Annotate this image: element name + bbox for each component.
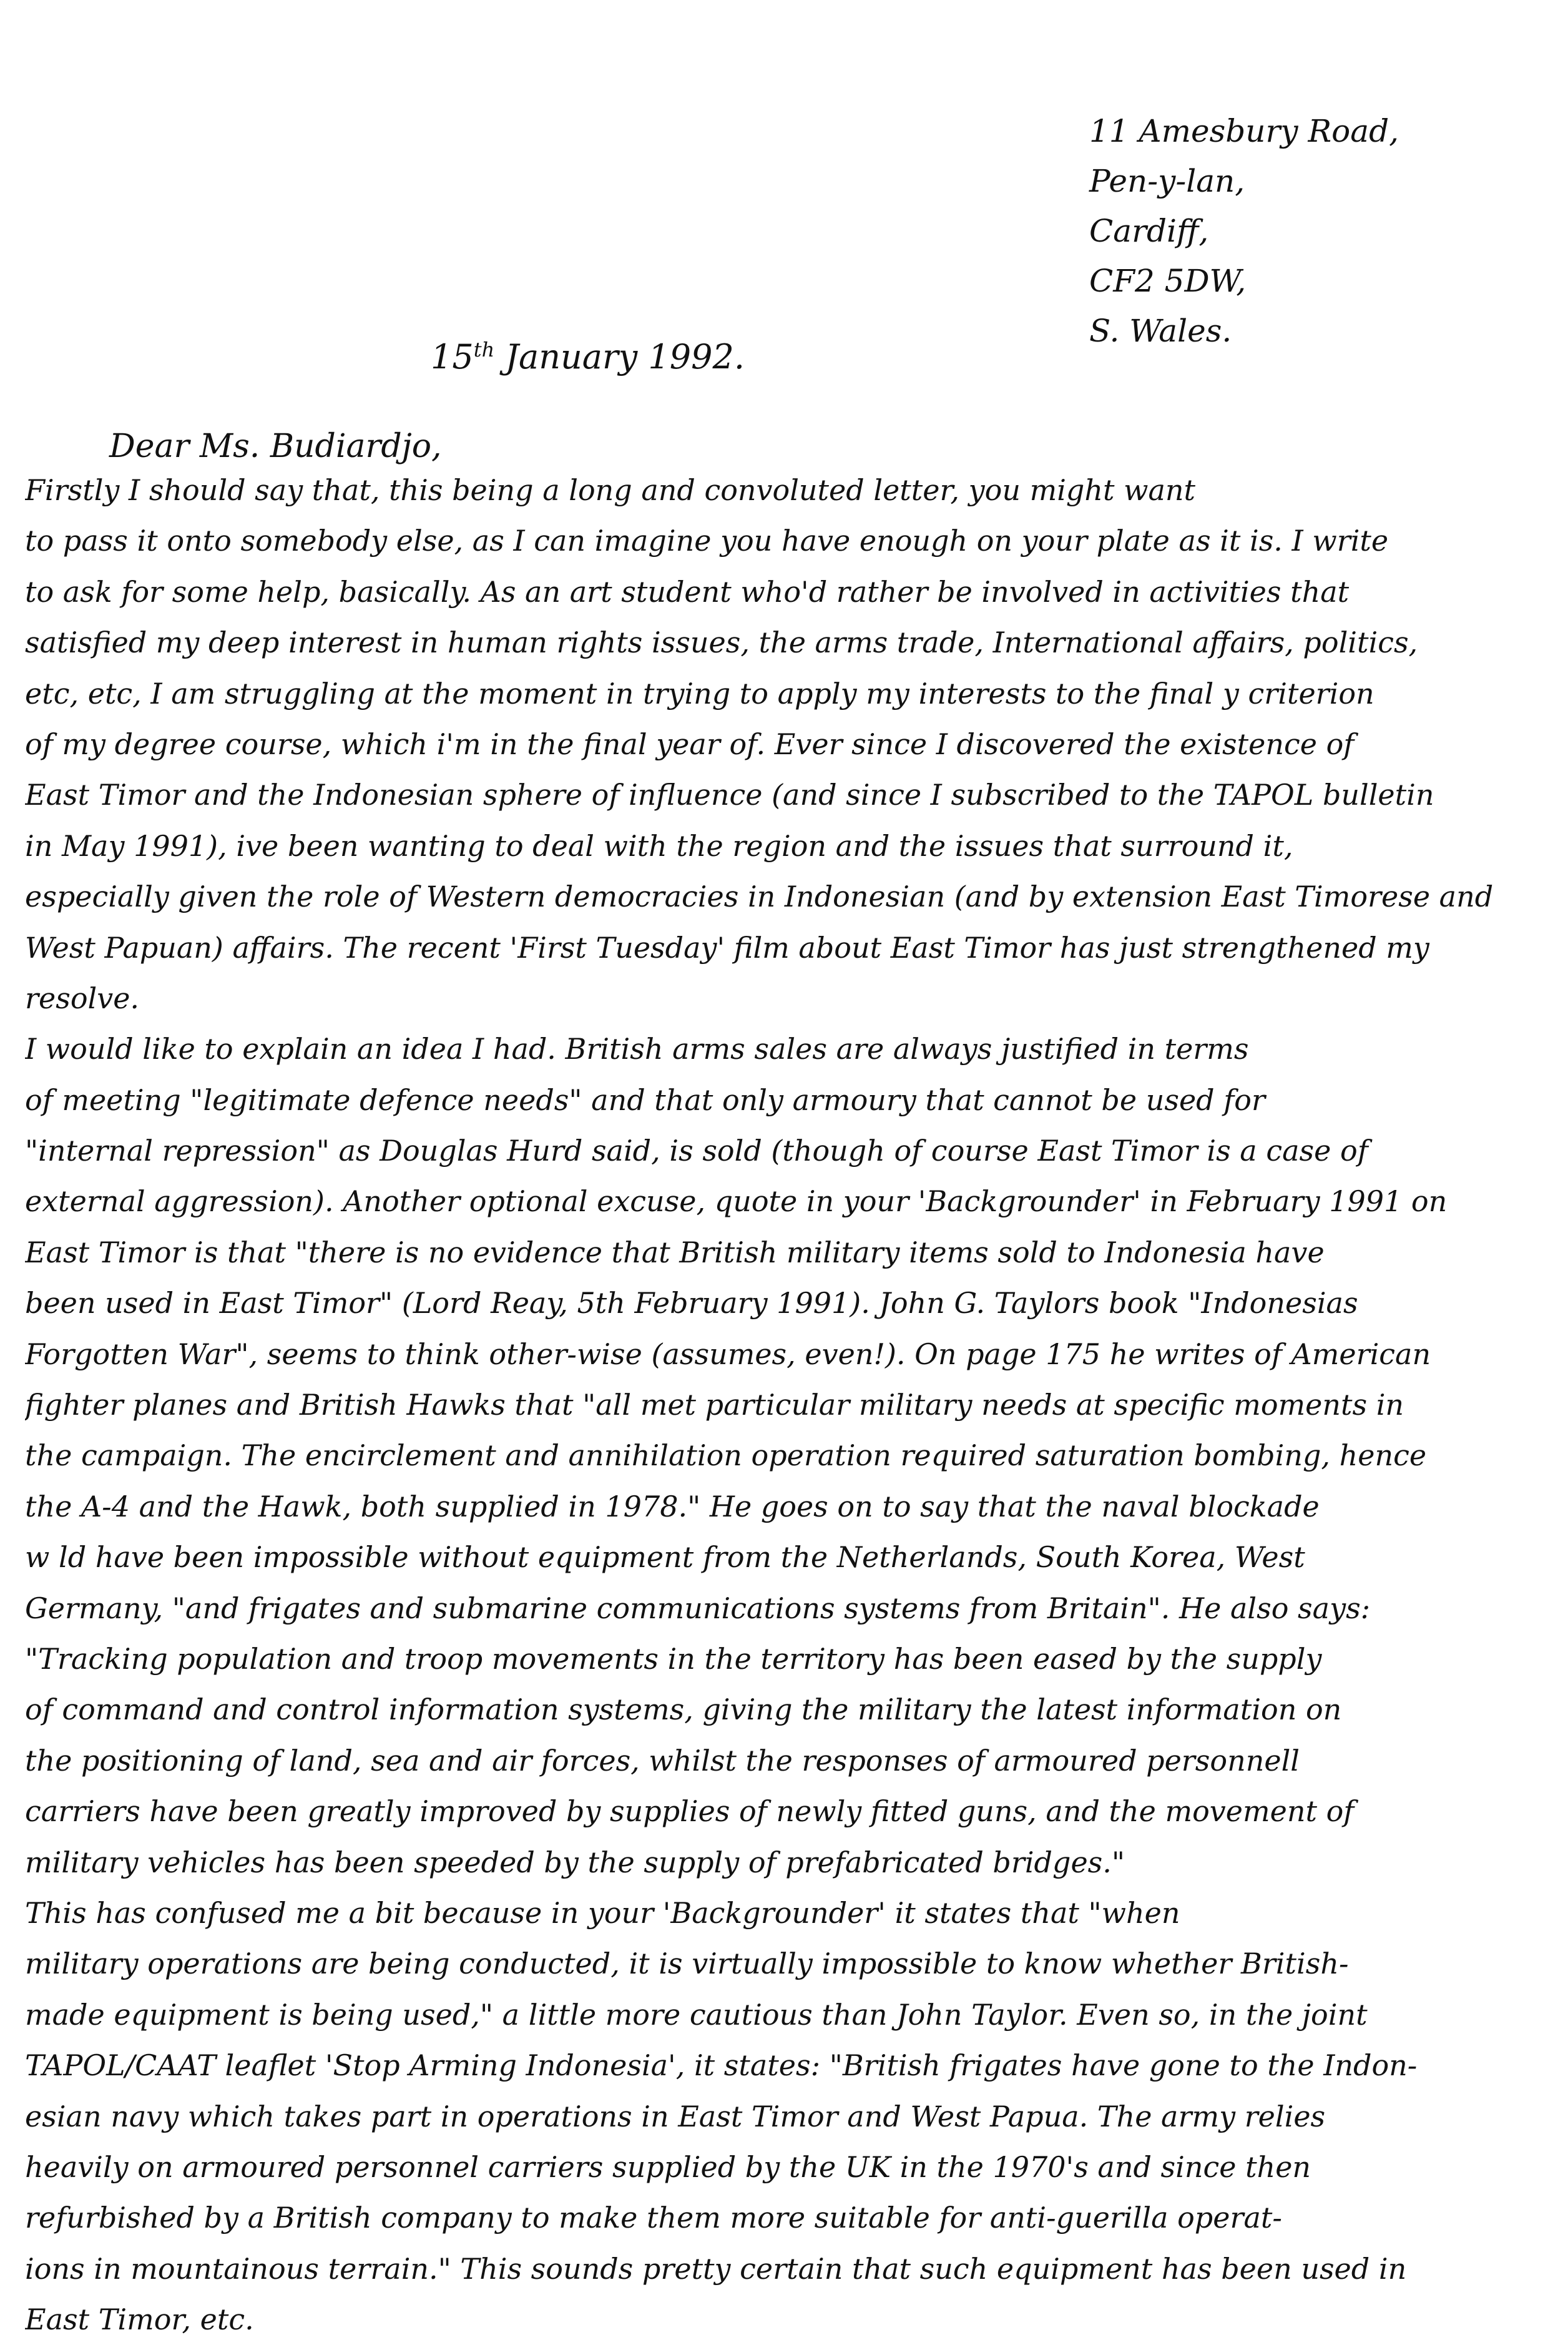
letter-line: military vehicles has been speeded by the supply of prefabricated bridges." <box>25 1845 1125 1879</box>
letter-line: the positioning of land, sea and air forces, whilst the responses of armoured personnell <box>25 1743 1300 1777</box>
letter-line: made equipment is being used," a little more cautious than John Taylor. Even so, in the joint <box>25 1997 1368 2032</box>
address-line: 11 Amesbury Road, <box>1089 113 1399 149</box>
salutation: Dear Ms. Budiardjo, <box>109 428 442 465</box>
letter-line: esian navy which takes part in operations in East Timor and West Papua. The army relies <box>25 2099 1326 2133</box>
letter-line: Germany, "and frigates and submarine communications systems from Britain". He also says: <box>25 1591 1371 1625</box>
letter-body <box>25 465 1536 2345</box>
letter-line: etc, etc, I am struggling at the moment in trying to apply my interests to the final y criterion <box>25 676 1374 710</box>
letter-line: This has confused me a bit because in your 'Backgrounder' it states that "when <box>25 1895 1180 1930</box>
letter-line: to ask for some help, basically. As an art student who'd rather be involved in activities that <box>25 574 1350 609</box>
letter-line: East Timor, etc. <box>25 2303 254 2337</box>
letter-date <box>431 337 745 376</box>
letter-line: external aggression). Another optional excuse, quote in your 'Backgrounder' in February 1991 on <box>25 1184 1448 1219</box>
letter-line: w ld have been impossible without equipment from the Netherlands, South Korea, West <box>25 1540 1305 1575</box>
letter-line: Forgotten War", seems to think other-wise (assumes, even!). On page 175 he writes of American <box>25 1337 1431 1371</box>
letter-line: "Tracking population and troop movements in the territory has been eased by the supply <box>25 1641 1322 1676</box>
date-ordinal: th <box>473 338 495 361</box>
letter-line: East Timor and the Indonesian sphere of influence (and since I subscribed to the TAPOL bulletin <box>25 778 1434 812</box>
address-line: Cardiff, <box>1089 213 1209 249</box>
letter-line: ions in mountainous terrain." This sounds pretty certain that such equipment has been used in <box>25 2251 1407 2286</box>
letter-line: the A-4 and the Hawk, both supplied in 1978." He goes on to say that the naval blockade <box>25 1489 1320 1523</box>
date-day: 15 <box>431 337 474 376</box>
letter-line: Firstly I should say that, this being a long and convoluted letter, you might want <box>25 473 1195 507</box>
letter-line: "internal repression" as Douglas Hurd said, is sold (though of course East Timor is a case of <box>25 1134 1368 1168</box>
letter-line: of meeting "legitimate defence needs" and that only armoury that cannot be used for <box>25 1083 1265 1117</box>
letter-line: carriers have been greatly improved by supplies of newly fitted guns, and the movement of <box>25 1794 1355 1829</box>
letter-line: I would like to explain an idea I had. British arms sales are always justified in terms <box>25 1032 1249 1066</box>
address-line: S. Wales. <box>1089 313 1232 349</box>
sender-address <box>1089 106 1539 356</box>
address-line: CF2 5DW, <box>1089 263 1247 299</box>
letter-line: military operations are being conducted, it is virtually impossible to know whether British- <box>25 1947 1349 1981</box>
letter-line: resolve. <box>25 981 140 1015</box>
letter-line: the campaign. The encirclement and annihilation operation required saturation bombing, hence <box>25 1438 1427 1473</box>
letter-line: to pass it onto somebody else, as I can imagine you have enough on your plate as it is. I write <box>25 524 1389 558</box>
letter-line: refurbished by a British company to make them more suitable for anti-guerilla operat- <box>25 2201 1282 2235</box>
letter-line: in May 1991), ive been wanting to deal with the region and the issues that surround it, <box>25 828 1293 863</box>
letter-line: fighter planes and British Hawks that "all met particular military needs at specific moments in <box>25 1388 1404 1422</box>
letter-line: been used in East Timor" (Lord Reay, 5th February 1991). John G. Taylors book "Indonesias <box>25 1286 1358 1320</box>
letter-line: of command and control information systems, giving the military the latest information on <box>25 1693 1342 1727</box>
date-rest: January 1992. <box>494 337 745 376</box>
letter-line: especially given the role of Western democracies in Indonesian (and by extension East Timorese and <box>25 880 1494 914</box>
address-line: Pen-y-lan, <box>1089 163 1245 199</box>
letter-line: of my degree course, which i'm in the final year of. Ever since I discovered the existence of <box>25 727 1355 761</box>
letter-line: TAPOL/CAAT leaflet 'Stop Arming Indonesia', it states: "British frigates have gone to the Indon- <box>25 2048 1418 2083</box>
letter-line: East Timor is that "there is no evidence that British military items sold to Indonesia have <box>25 1235 1325 1269</box>
letter-line: West Papuan) affairs. The recent 'First Tuesday' film about East Timor has just strengthened my <box>25 930 1429 965</box>
letter-line: satisfied my deep interest in human rights issues, the arms trade, International affairs, politics, <box>25 626 1418 660</box>
letter-line: heavily on armoured personnel carriers supplied by the UK in the 1970's and since then <box>25 2150 1311 2184</box>
